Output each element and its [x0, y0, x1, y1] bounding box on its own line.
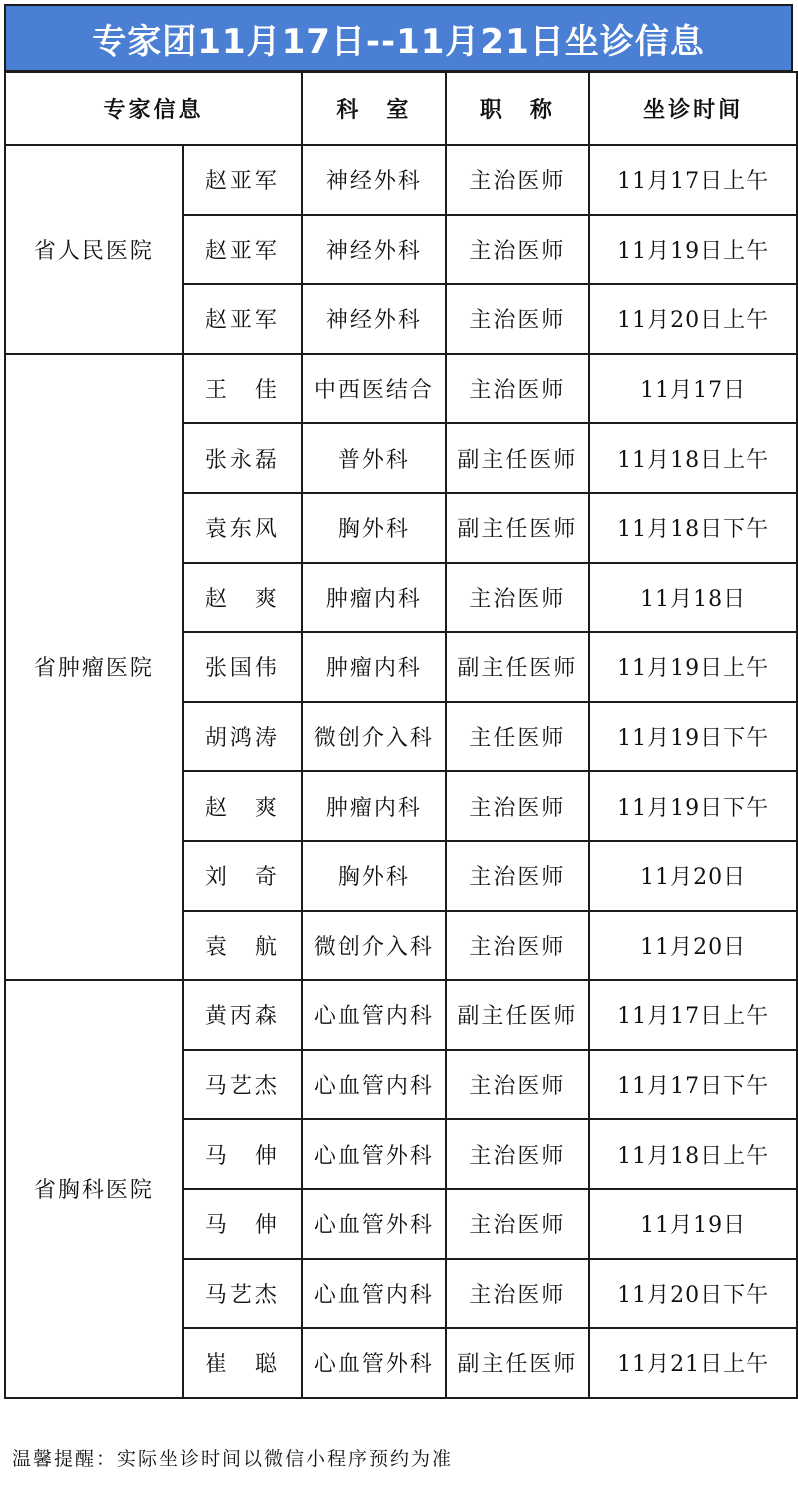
page-title: 专家团11月17日--11月21日坐诊信息 — [92, 21, 705, 62]
table-row — [5, 980, 797, 1050]
department: 心血管内科 — [302, 1050, 446, 1120]
department: 肿瘤内科 — [302, 563, 446, 633]
department: 肿瘤内科 — [302, 632, 446, 702]
department: 肿瘤内科 — [302, 771, 446, 841]
clinic-time: 11月17日下午 — [589, 1050, 797, 1120]
clinic-time: 11月19日上午 — [589, 215, 797, 285]
job-title: 主治医师 — [446, 841, 590, 911]
job-title: 主治医师 — [446, 215, 590, 285]
doctor-name: 袁 航 — [183, 911, 302, 981]
schedule-table — [4, 71, 798, 1399]
clinic-time: 11月20日下午 — [589, 1259, 797, 1329]
doctor-name: 崔 聪 — [183, 1328, 302, 1398]
job-title: 副主任医师 — [446, 980, 590, 1050]
table-row — [5, 354, 797, 424]
footer-note: 温馨提醒：实际坐诊时间以微信小程序预约为准 — [12, 1448, 454, 1470]
doctor-name: 袁东风 — [183, 493, 302, 563]
clinic-time: 11月19日 — [589, 1189, 797, 1259]
doctor-name: 赵亚军 — [183, 215, 302, 285]
header-expert: 专家信息 — [5, 72, 302, 145]
job-title: 副主任医师 — [446, 632, 590, 702]
department: 心血管内科 — [302, 1259, 446, 1329]
clinic-time: 11月20日上午 — [589, 284, 797, 354]
clinic-time: 11月21日上午 — [589, 1328, 797, 1398]
doctor-name: 马艺杰 — [183, 1259, 302, 1329]
doctor-name: 张国伟 — [183, 632, 302, 702]
hospital-name: 省胸科医院 — [5, 980, 183, 1398]
clinic-time: 11月17日 — [589, 354, 797, 424]
job-title: 主任医师 — [446, 702, 590, 772]
doctor-name: 赵 爽 — [183, 771, 302, 841]
department: 神经外科 — [302, 145, 446, 215]
clinic-time: 11月17日上午 — [589, 145, 797, 215]
doctor-name: 刘 奇 — [183, 841, 302, 911]
hospital-name: 省人民医院 — [5, 145, 183, 354]
table-row — [5, 145, 797, 215]
department: 神经外科 — [302, 215, 446, 285]
job-title: 主治医师 — [446, 354, 590, 424]
department: 神经外科 — [302, 284, 446, 354]
job-title: 主治医师 — [446, 771, 590, 841]
title-banner — [4, 4, 793, 72]
department: 胸外科 — [302, 841, 446, 911]
clinic-time: 11月18日上午 — [589, 1119, 797, 1189]
job-title: 副主任医师 — [446, 1328, 590, 1398]
clinic-time: 11月19日上午 — [589, 632, 797, 702]
clinic-time: 11月19日下午 — [589, 771, 797, 841]
job-title: 副主任医师 — [446, 423, 590, 493]
doctor-name: 赵 爽 — [183, 563, 302, 633]
clinic-time: 11月18日上午 — [589, 423, 797, 493]
job-title: 主治医师 — [446, 284, 590, 354]
clinic-time: 11月19日下午 — [589, 702, 797, 772]
department: 心血管内科 — [302, 980, 446, 1050]
doctor-name: 胡鸿涛 — [183, 702, 302, 772]
header-row — [5, 72, 797, 145]
clinic-time: 11月20日 — [589, 911, 797, 981]
doctor-name: 张永磊 — [183, 423, 302, 493]
header-dept: 科 室 — [302, 72, 446, 145]
department: 心血管外科 — [302, 1189, 446, 1259]
job-title: 主治医师 — [446, 1189, 590, 1259]
doctor-name: 马艺杰 — [183, 1050, 302, 1120]
doctor-name: 黄丙森 — [183, 980, 302, 1050]
department: 心血管外科 — [302, 1328, 446, 1398]
job-title: 主治医师 — [446, 1119, 590, 1189]
job-title: 副主任医师 — [446, 493, 590, 563]
job-title: 主治医师 — [446, 145, 590, 215]
doctor-name: 赵亚军 — [183, 284, 302, 354]
doctor-name: 马 伸 — [183, 1119, 302, 1189]
doctor-name: 王 佳 — [183, 354, 302, 424]
job-title: 主治医师 — [446, 1050, 590, 1120]
department: 微创介入科 — [302, 911, 446, 981]
clinic-time: 11月20日 — [589, 841, 797, 911]
department: 普外科 — [302, 423, 446, 493]
schedule-body — [5, 145, 797, 1398]
header-title: 职 称 — [446, 72, 590, 145]
doctor-name: 马 伸 — [183, 1189, 302, 1259]
department: 心血管外科 — [302, 1119, 446, 1189]
job-title: 主治医师 — [446, 911, 590, 981]
job-title: 主治医师 — [446, 563, 590, 633]
hospital-name: 省肿瘤医院 — [5, 354, 183, 980]
header-time: 坐诊时间 — [589, 72, 797, 145]
clinic-time: 11月18日 — [589, 563, 797, 633]
clinic-time: 11月18日下午 — [589, 493, 797, 563]
department: 胸外科 — [302, 493, 446, 563]
job-title: 主治医师 — [446, 1259, 590, 1329]
doctor-name: 赵亚军 — [183, 145, 302, 215]
clinic-time: 11月17日上午 — [589, 980, 797, 1050]
department: 中西医结合 — [302, 354, 446, 424]
department: 微创介入科 — [302, 702, 446, 772]
